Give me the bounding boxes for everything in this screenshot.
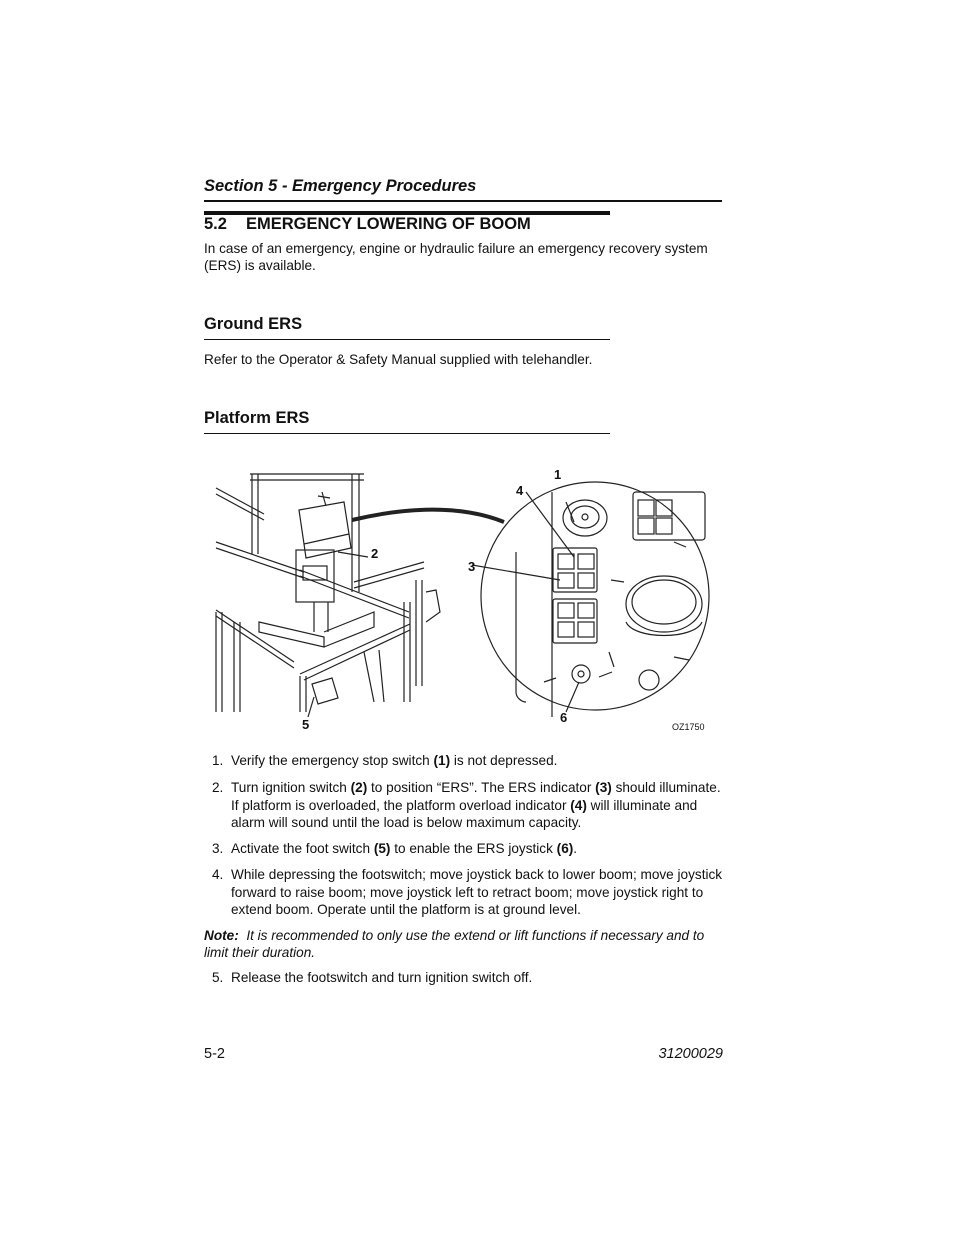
step-text: Verify the emergency stop switch (1) is not depressed. — [231, 753, 558, 768]
page-number: 5-2 — [204, 1046, 225, 1062]
step-number: 2. — [212, 780, 224, 795]
section-heading — [204, 215, 531, 234]
ground-ers-text: Refer to the Operator & Safety Manual supplied with telehandler. — [204, 352, 593, 367]
step-item — [204, 779, 724, 832]
heading-number: 5.2 — [204, 215, 227, 233]
section-header: Section 5 - Emergency Procedures — [204, 177, 477, 195]
callout-5: 5 — [302, 717, 310, 732]
callout-6: 6 — [560, 710, 568, 725]
step-number: 3. — [212, 841, 224, 856]
figure-id: OZ1750 — [672, 722, 705, 732]
step-number: 4. — [212, 867, 224, 882]
step-item — [204, 752, 724, 770]
callout-4: 4 — [516, 483, 524, 498]
step-item — [204, 840, 724, 858]
ground-ers-rule — [204, 339, 610, 340]
note-label: Note: — [204, 928, 239, 943]
note-text: It is recommended to only use the extend or lift functions if necessary and to limit their duration. — [204, 928, 705, 960]
platform-ers-figure — [204, 462, 724, 742]
callout-1: 1 — [554, 467, 562, 482]
step-text: Turn ignition switch (2) to position “ERS”. The ERS indicator (3) should illuminate. If platform is overloaded, the platform overload indicator (4) will illuminate and alarm will sound until the load is below maximum capacity. — [231, 780, 721, 830]
step-number: 5. — [212, 970, 224, 985]
doc-number: 31200029 — [658, 1046, 723, 1062]
callout-3: 3 — [468, 559, 476, 574]
step-text: Release the footswitch and turn ignition switch off. — [231, 970, 533, 985]
step-number: 1. — [212, 753, 224, 768]
ground-ers-heading: Ground ERS — [204, 315, 303, 333]
platform-illustration — [204, 462, 724, 742]
step-text: Activate the foot switch (5) to enable the ERS joystick (6). — [231, 841, 578, 856]
platform-ers-heading: Platform ERS — [204, 409, 310, 427]
step-item — [204, 866, 724, 919]
heading-title: EMERGENCY LOWERING OF BOOM — [246, 215, 531, 233]
step-item — [204, 969, 724, 987]
note — [204, 927, 724, 961]
header-rule — [204, 200, 722, 202]
platform-ers-rule — [204, 433, 610, 434]
intro-paragraph: In case of an emergency, engine or hydraulic failure an emergency recovery system (ERS) is available. — [204, 241, 708, 273]
step-text: While depressing the footswitch; move joystick back to lower boom; move joystick forward to raise boom; move joystick left to retract boom; move joystick right to extend boom. Operate until the platform is at ground level. — [231, 867, 723, 917]
callout-2: 2 — [371, 546, 379, 561]
